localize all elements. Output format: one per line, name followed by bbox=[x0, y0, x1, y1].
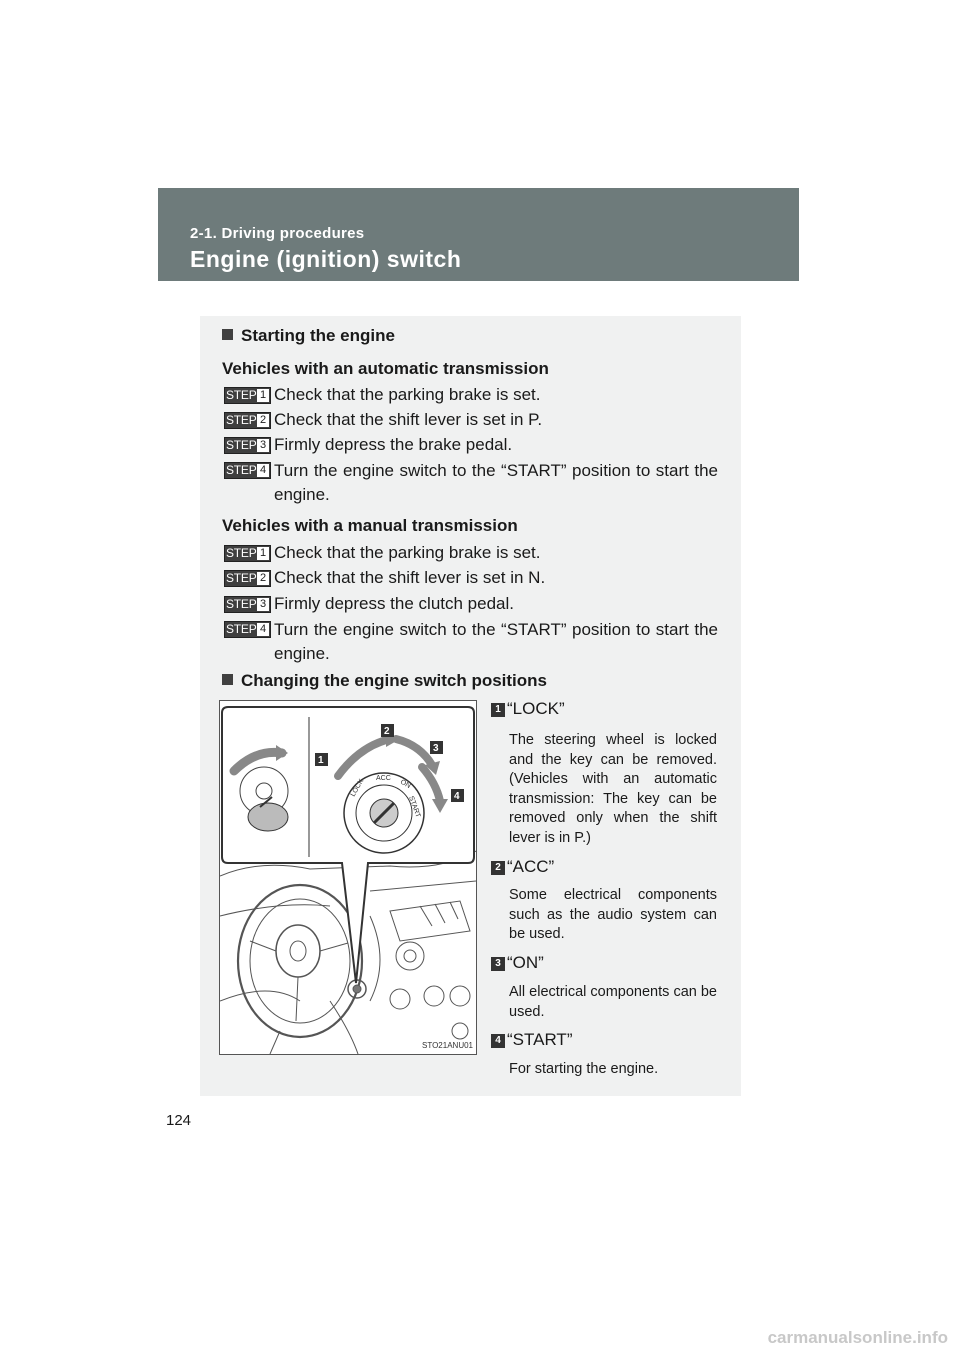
position-label: “LOCK” bbox=[507, 699, 565, 718]
dial-lock-label: LOCK bbox=[349, 777, 366, 798]
position-label: “ACC” bbox=[507, 857, 555, 876]
number-badge-icon: 4 bbox=[491, 1034, 505, 1048]
page-title: Engine (ignition) switch bbox=[190, 246, 462, 272]
page-number: 124 bbox=[166, 1112, 192, 1129]
step-text: Turn the engine switch to the “START” position to start the engine. bbox=[274, 620, 718, 663]
starting-heading: Starting the engine bbox=[222, 326, 395, 346]
callout-2: 2 bbox=[384, 726, 390, 737]
callout-4: 4 bbox=[454, 791, 460, 802]
number-badge-icon: 2 bbox=[491, 861, 505, 875]
step-text: Firmly depress the clutch pedal. bbox=[274, 594, 514, 613]
automatic-subheading: Vehicles with an automatic transmission bbox=[222, 359, 549, 378]
manual-subheading: Vehicles with a manual transmission bbox=[222, 516, 518, 535]
position-on-desc: All electrical components can be used. bbox=[509, 984, 717, 1020]
step-text: Check that the shift lever is set in P. bbox=[274, 410, 543, 429]
step-badge: STEP 1 bbox=[224, 387, 271, 404]
position-label: “ON” bbox=[507, 953, 544, 972]
step-badge: STEP 4 bbox=[224, 462, 271, 479]
step-badge: STEP 2 bbox=[224, 412, 271, 429]
position-start-desc: For starting the engine. bbox=[509, 1061, 659, 1077]
step-text: Check that the shift lever is set in N. bbox=[274, 568, 546, 587]
dial-acc-label: ACC bbox=[376, 775, 391, 782]
ignition-illustration bbox=[219, 700, 477, 1055]
chapter-header bbox=[158, 188, 799, 281]
callout-3: 3 bbox=[433, 743, 439, 754]
position-label: “START” bbox=[507, 1030, 573, 1049]
dashboard-drawing bbox=[220, 701, 476, 1054]
step-badge: STEP 4 bbox=[224, 621, 271, 638]
number-badge-icon: 3 bbox=[491, 957, 505, 971]
positions-heading: Changing the engine switch positions bbox=[222, 671, 547, 691]
square-bullet-icon bbox=[222, 674, 233, 685]
step-badge: STEP 1 bbox=[224, 545, 271, 562]
dial-start-label: START bbox=[407, 795, 422, 819]
step-text: Firmly depress the brake pedal. bbox=[274, 435, 513, 454]
number-badge-icon: 1 bbox=[491, 703, 505, 717]
position-lock-desc: The steering wheel is locked and the key can be removed. (Vehicles with an automatic transmission: The key can be removed only when the shift lever is in P.) bbox=[509, 732, 717, 846]
step-text: Check that the parking brake is set. bbox=[274, 385, 541, 404]
step-badge: STEP 2 bbox=[224, 570, 271, 587]
dial-on-label: ON bbox=[399, 778, 412, 790]
section-label: 2-1. Driving procedures bbox=[190, 225, 365, 242]
position-acc-desc: Some electrical components such as the audio system can be used. bbox=[509, 887, 717, 942]
step-badge: STEP 3 bbox=[224, 596, 271, 613]
callout-1: 1 bbox=[318, 755, 324, 766]
watermark: carmanualsonline.info bbox=[767, 1328, 948, 1347]
step-badge: STEP 3 bbox=[224, 437, 271, 454]
square-bullet-icon bbox=[222, 329, 233, 340]
step-text: Check that the parking brake is set. bbox=[274, 543, 541, 562]
figure-code: STO21ANU01 bbox=[422, 1041, 473, 1050]
step-text: Turn the engine switch to the “START” position to start the engine. bbox=[274, 461, 718, 504]
